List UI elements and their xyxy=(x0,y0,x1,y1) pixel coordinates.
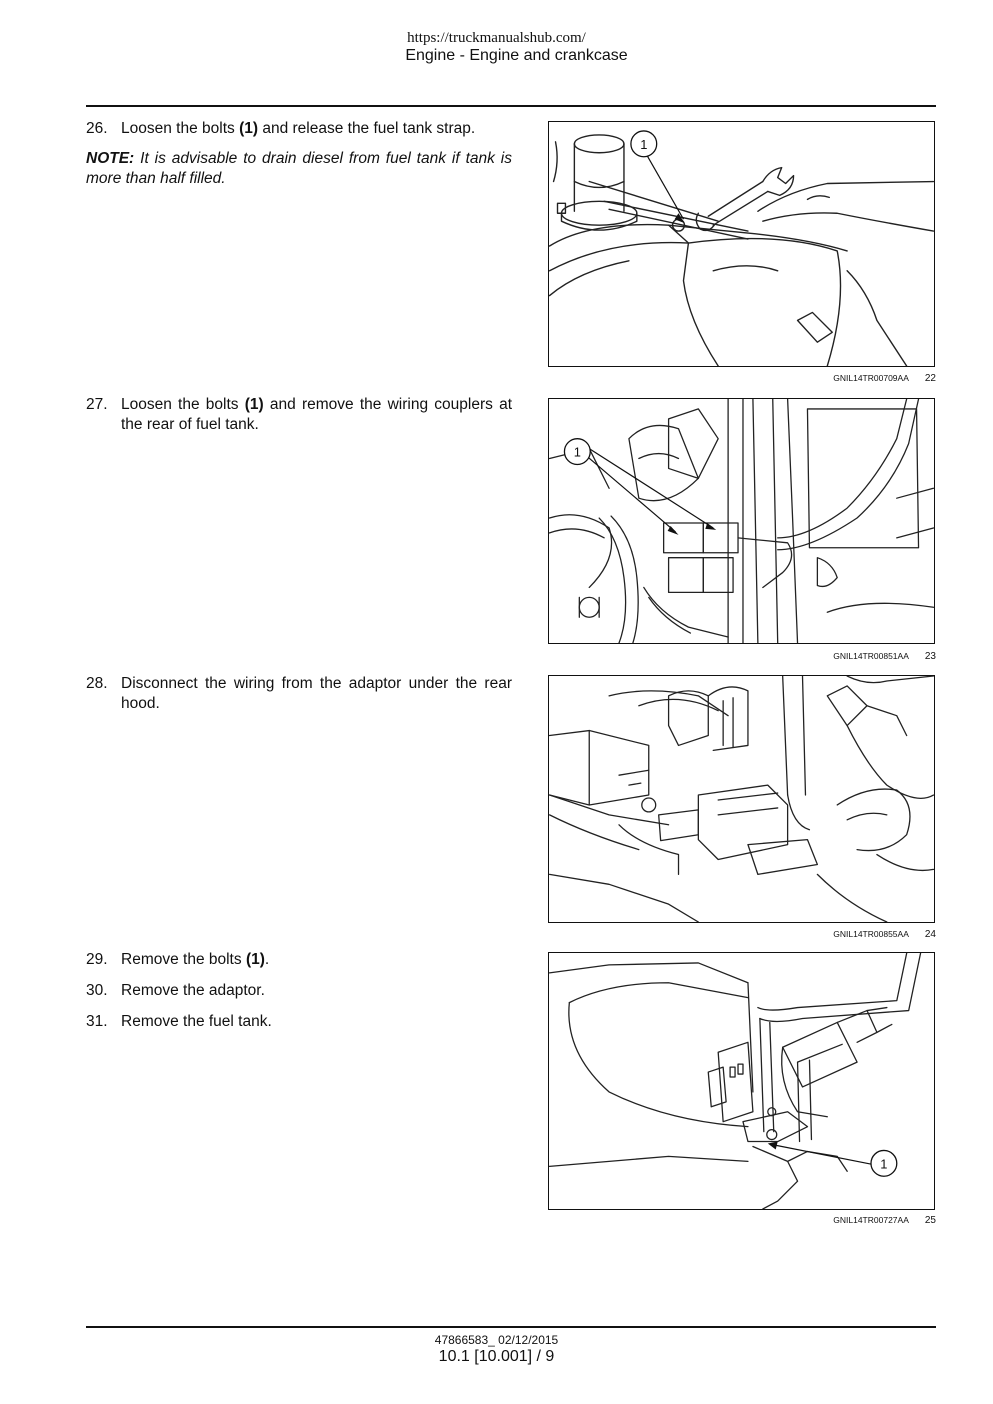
figure-number: 24 xyxy=(924,929,936,940)
header-rule xyxy=(86,105,936,107)
step-number: 30. xyxy=(86,982,108,999)
figure-23-caption xyxy=(548,651,936,662)
step-text: Remove the bolts (1). xyxy=(121,951,270,968)
step-number: 26. xyxy=(86,120,108,137)
document-id: 47866583_ 02/12/2015 xyxy=(434,1333,559,1347)
step-text: Loosen the bolts (1) and release the fuel tank strap. xyxy=(121,120,476,137)
step-number: 27. xyxy=(86,396,108,413)
step-29 xyxy=(86,950,512,970)
figure-23-illustration xyxy=(548,398,935,644)
callout-1: 1 xyxy=(880,1156,888,1172)
step-number: 31. xyxy=(86,1013,108,1030)
wiring-couplers-drawing xyxy=(549,399,934,643)
callout-1: 1 xyxy=(640,136,648,152)
note-label: NOTE: xyxy=(86,150,135,167)
step-text: Loosen the bolts (1) and remove the wiring couplers at the rear of fuel tank. xyxy=(121,396,512,433)
step-28 xyxy=(86,674,512,714)
callout-1: 1 xyxy=(573,444,581,460)
source-url: https://truckmanualshub.com/ xyxy=(407,30,586,46)
figure-22-caption xyxy=(548,373,936,384)
figure-code: GNIL14TR00709AA xyxy=(833,373,909,383)
figure-24-caption xyxy=(548,929,936,940)
step-text: Remove the adaptor. xyxy=(121,982,265,999)
figure-22-illustration xyxy=(548,121,935,367)
step-number: 28. xyxy=(86,675,108,692)
figure-number: 25 xyxy=(924,1215,936,1226)
note xyxy=(86,149,512,189)
figure-number: 23 xyxy=(924,651,936,662)
step-27 xyxy=(86,395,512,435)
step-31 xyxy=(86,1012,512,1032)
step-30 xyxy=(86,981,512,1001)
step-number: 29. xyxy=(86,951,108,968)
step-text: Remove the fuel tank. xyxy=(121,1013,272,1030)
page-number: 10.1 [10.001] / 9 xyxy=(438,1348,555,1365)
footer-rule xyxy=(86,1326,936,1328)
figure-code: GNIL14TR00855AA xyxy=(833,929,909,939)
figure-code: GNIL14TR00727AA xyxy=(833,1215,909,1225)
step-text: Disconnect the wiring from the adaptor under the rear hood. xyxy=(121,675,512,712)
figure-code: GNIL14TR00851AA xyxy=(833,651,909,661)
adaptor-bolts-drawing xyxy=(549,953,934,1209)
section-title: Engine - Engine and crankcase xyxy=(405,47,628,64)
note-text: It is advisable to drain diesel from fuel tank if tank is more than half filled. xyxy=(86,150,512,187)
step-26 xyxy=(86,119,512,139)
figure-number: 22 xyxy=(924,373,936,384)
adaptor-wiring-drawing xyxy=(549,676,934,922)
figure-25-caption xyxy=(548,1215,936,1226)
figure-25-illustration xyxy=(548,952,935,1210)
fuel-tank-strap-drawing xyxy=(549,122,934,366)
figure-24-illustration xyxy=(548,675,935,923)
